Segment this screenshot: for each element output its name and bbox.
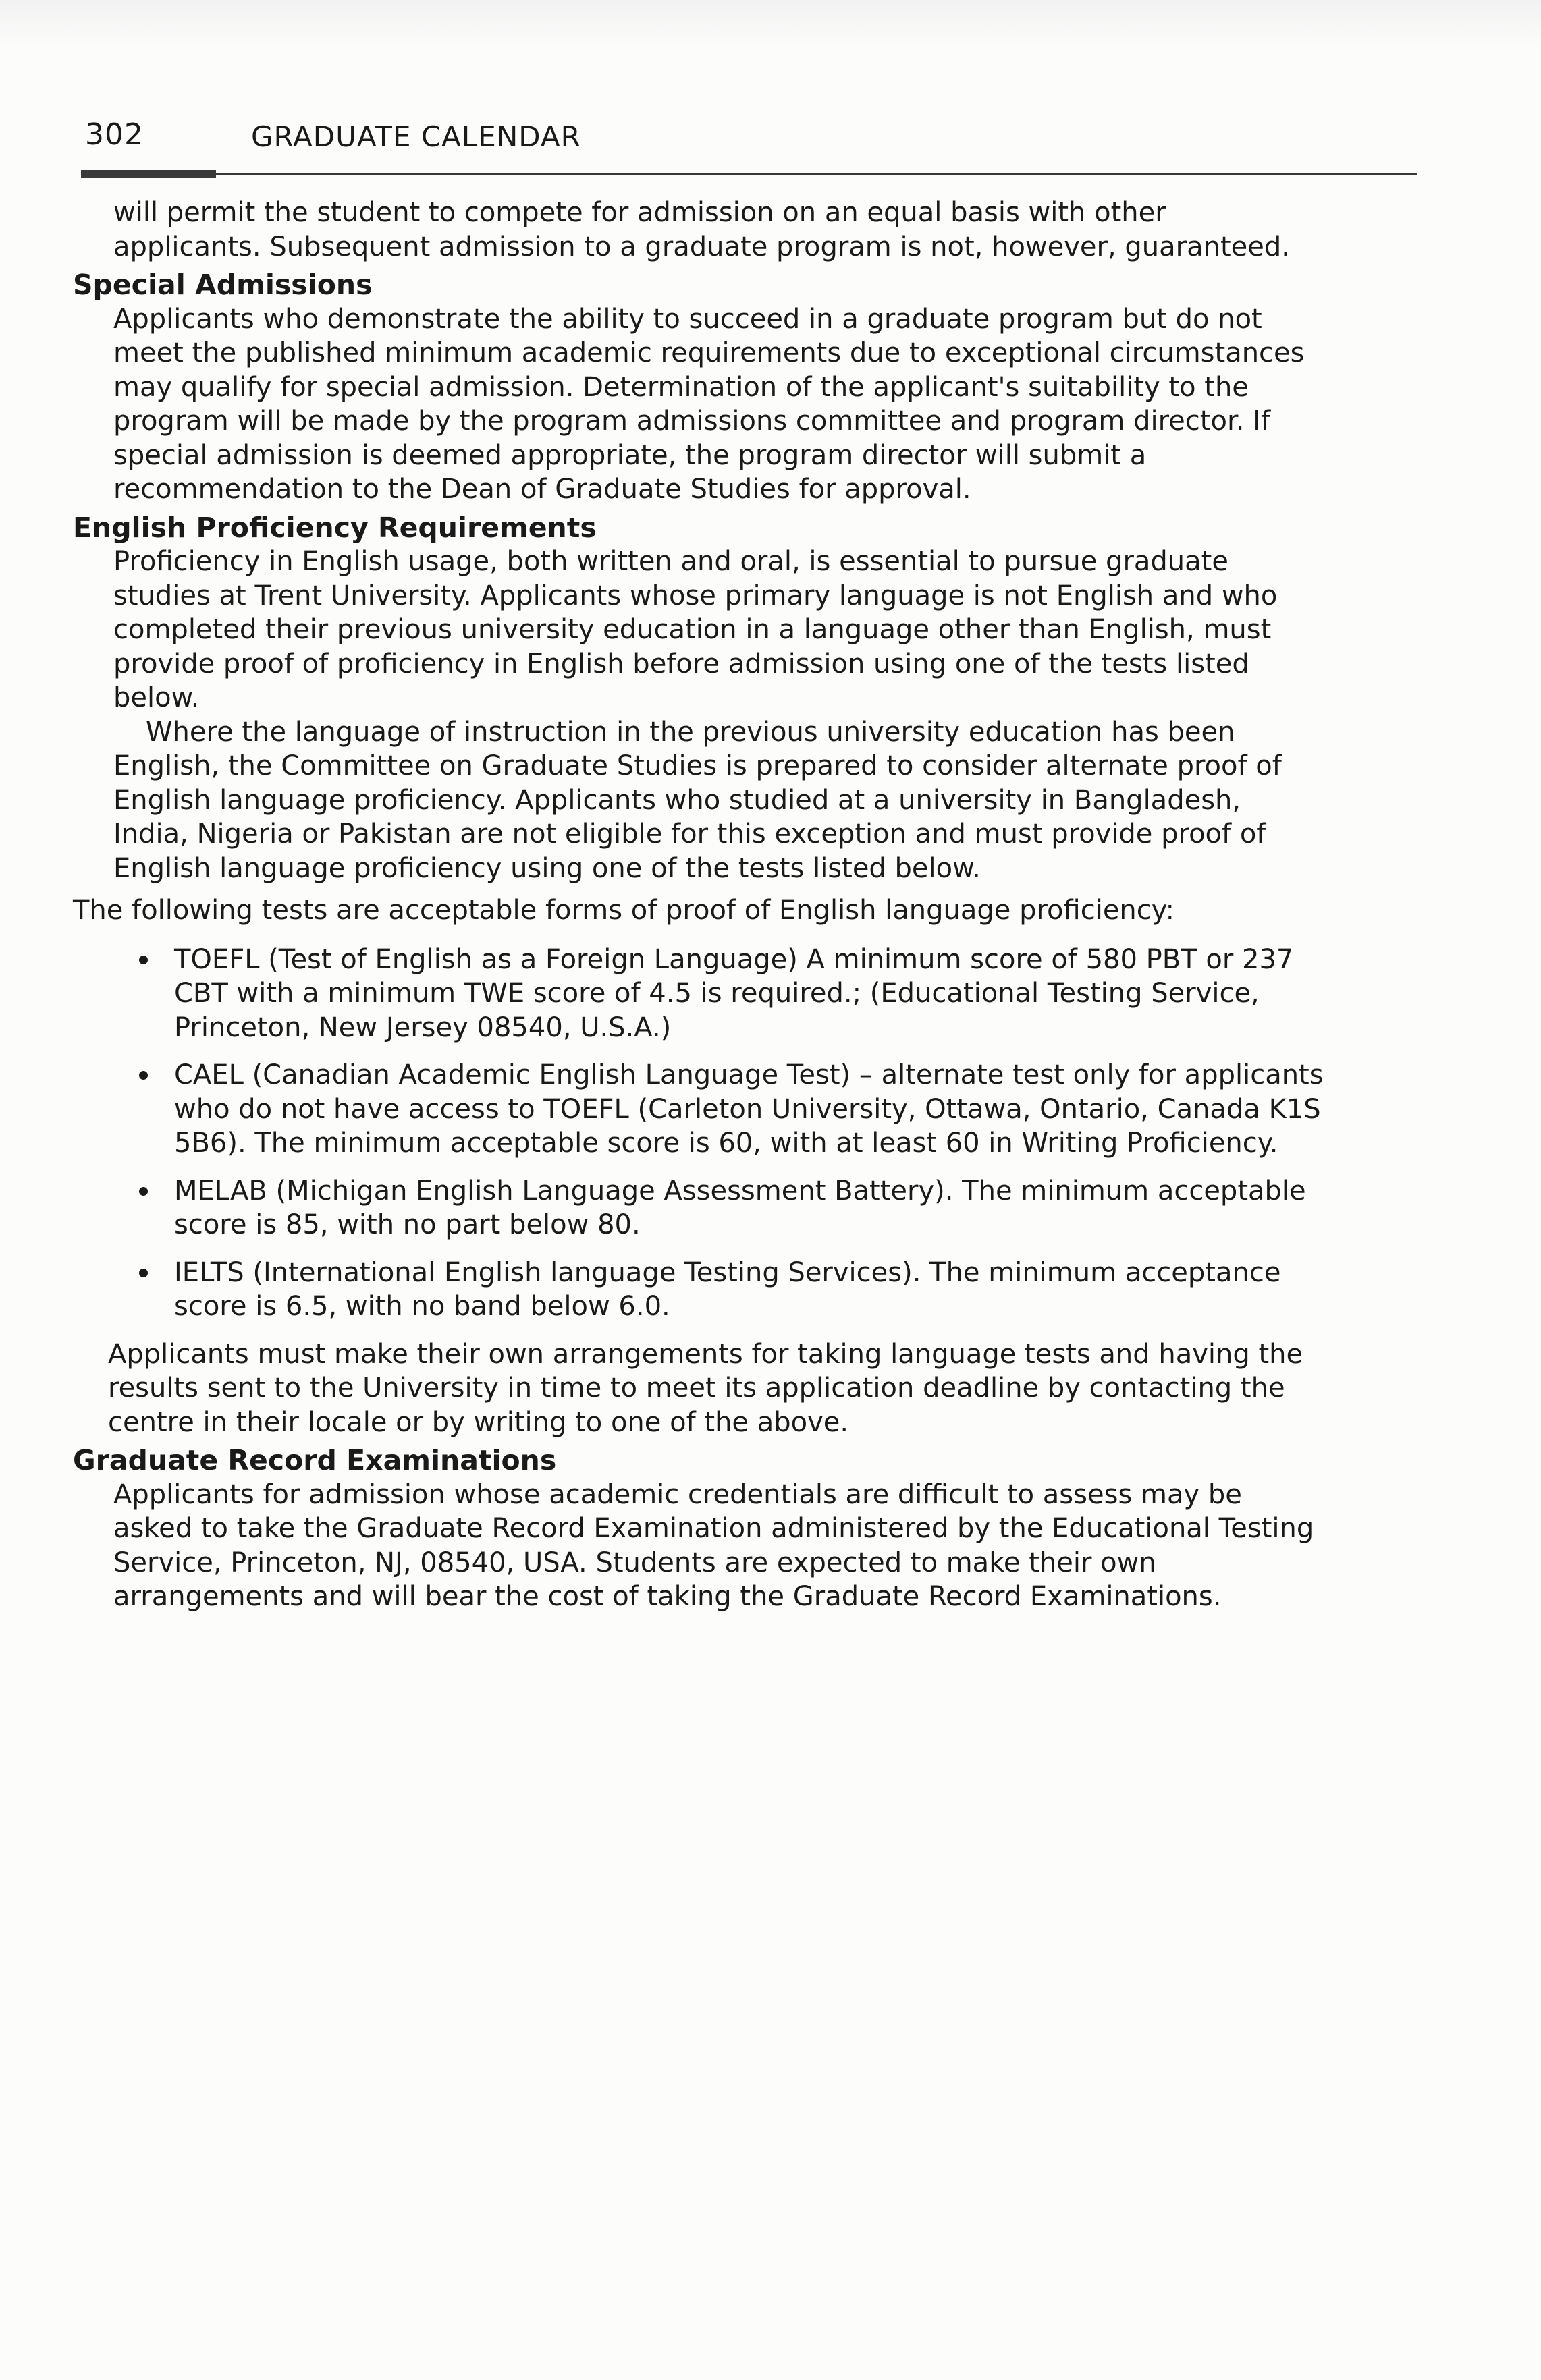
english-proficiency-heading: English Proficiency Requirements bbox=[73, 511, 597, 544]
page-number: 302 bbox=[85, 117, 144, 152]
gre-text: Applicants for admission whose academic credentials are difficult to assess may be asked to take the Graduate Record Examination administered by the Educational Testing Service, Princeton, NJ, 08540, USA. Students are expected to make their own arrangements and will bear the cost of taking the Graduate Record Examinations. bbox=[113, 1478, 1314, 1612]
gre-heading: Graduate Record Examinations bbox=[73, 1444, 557, 1476]
special-admissions-heading: Special Admissions bbox=[73, 269, 373, 301]
header-rule-thin bbox=[216, 173, 1417, 175]
list-item-text: CAEL (Canadian Academic English Language Test) – alternate test only for applicants who do not have access to TOEFL (Carleton University, Ottawa, Ontario, Canada K1S 5B6). The minimum acceptable score is 60, with at least 60 in Writing Proficiency. bbox=[174, 1059, 1324, 1159]
running-header bbox=[81, 113, 1336, 174]
bullet-icon bbox=[139, 956, 148, 964]
english-proficiency-paragraph-1: Proficiency in English usage, both written and oral, is essential to pursue graduate studies at Trent University. Applicants whose primary language is not English and who completed their previous university education in a language other than English, must provide proof of proficiency in English before admission using one of the tests listed below. bbox=[113, 546, 1278, 713]
bullet-icon bbox=[139, 1071, 148, 1080]
continuation-paragraph: will permit the student to compete for admission on an equal basis with other applicants. Subsequent admission to a graduate program is not, however, guaranteed. bbox=[113, 197, 1290, 262]
header-rule-thick bbox=[81, 170, 216, 178]
list-item bbox=[139, 1174, 1327, 1242]
list-item bbox=[139, 943, 1327, 1045]
list-item bbox=[139, 1058, 1327, 1161]
list-item-text: TOEFL (Test of English as a Foreign Language) A minimum score of 580 PBT or 237 CBT with a minimum TWE score of 4.5 is required.; (Educational Testing Service, Princeton, New Jersey 08540, U.S.A.) bbox=[174, 943, 1294, 1043]
tests-closing-paragraph: Applicants must make their own arrangements for taking language tests and having the results sent to the University in time to meet its application deadline by contacting the centre in their locale or by writing to one of the above. bbox=[108, 1338, 1303, 1438]
list-item-text: IELTS (International English language Testing Services). The minimum acceptance score is 6.5, with no band below 6.0. bbox=[174, 1256, 1281, 1322]
special-admissions-text: Applicants who demonstrate the ability to succeed in a graduate program but do not meet the published minimum academic requirements due to exceptional circumstances may qualify for special admission. Determination of the applicant's suitability to the program will be made by the program admissions committee and program director. If special admission is deemed appropriate, the program director will submit a recommendation to the Dean of Graduate Studies for approval. bbox=[113, 303, 1305, 505]
tests-intro: The following tests are acceptable forms of proof of English language proficiency: bbox=[73, 895, 1175, 926]
tests-list bbox=[73, 943, 1327, 1324]
body-content bbox=[73, 196, 1342, 1614]
bullet-icon bbox=[139, 1187, 148, 1196]
header-title: GRADUATE CALENDAR bbox=[251, 120, 581, 153]
bullet-icon bbox=[139, 1269, 148, 1277]
scan-shadow bbox=[0, 0, 1541, 47]
list-item-text: MELAB (Michigan English Language Assessment Battery). The minimum acceptable score is 85, with no part below 80. bbox=[174, 1175, 1306, 1240]
english-proficiency-paragraph-2: Where the language of instruction in the previous university education has been English, the Committee on Graduate Studies is prepared to consider alternate proof of English language proficiency. Applicants who studied at a university in Bangladesh, India, Nigeria or Pakistan are not eligible for this exception and must provide proof of English language proficiency using one of the tests listed below. bbox=[113, 716, 1282, 884]
list-item bbox=[139, 1256, 1327, 1324]
